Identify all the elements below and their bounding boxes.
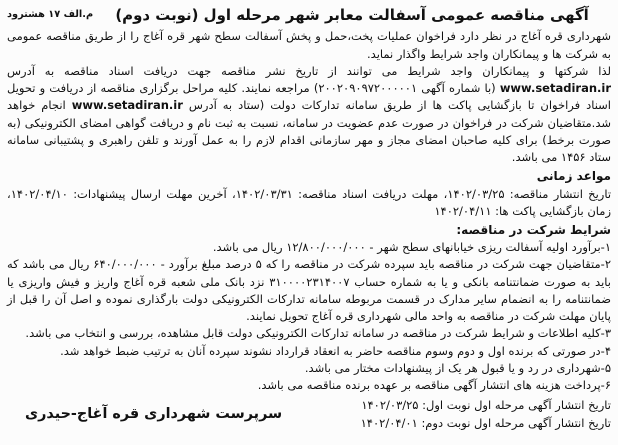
signature: سرپرست شهرداری قره آغاج-حیدری bbox=[25, 405, 283, 422]
publication-first bbox=[361, 397, 611, 414]
schedule-separator: ، bbox=[7, 186, 11, 201]
instructions-paragraph bbox=[7, 63, 611, 167]
condition-item-6 bbox=[7, 377, 611, 394]
schedule-separator: ، bbox=[231, 186, 236, 201]
setad-url-2: www.setadiran.ir bbox=[71, 98, 183, 113]
notice-footer bbox=[7, 397, 611, 432]
instructions-text-3: انجام خواهد شد.متقاضیان شرکت در فراخوان در صورت عدم عضویت در سامانه، نسبت به ثبت نام و دریافت گواهی امضای الکترونیکی (به صورت برخط) برای کلیه صاحبان امضای مجاز و مهر سازمانی اقدام لازم را به عمل آورند و تلفن راهبری و پشتیبانی سامانه ستاد ۱۴۵۶ می باشد. bbox=[7, 98, 611, 165]
schedule-date-opening: ۱۴۰۲/۰۴/۱۱ bbox=[434, 203, 492, 218]
notice-title: آگهی مناقصه عمومی آسفالت معابر شهر مرحله اول (نوبت دوم) bbox=[115, 6, 589, 24]
publication-second bbox=[361, 415, 611, 432]
publication-label: تاریخ انتشار آگهی مرحله اول نوبت اول: bbox=[422, 398, 611, 413]
condition-item-3 bbox=[7, 325, 611, 342]
condition-text: برآورد اولیه آسفالت ریزی خیابانهای سطح شهر - ۱۲/۸۰۰/۰۰۰/۰۰۰ ریال می باشد. bbox=[212, 240, 601, 255]
publication-dates bbox=[361, 397, 611, 432]
schedule-date-documents: ۱۴۰۲/۰۳/۳۱ bbox=[235, 186, 293, 201]
schedule-heading: مواعد زمانی bbox=[536, 169, 611, 184]
condition-item-4 bbox=[7, 343, 611, 360]
condition-number: ۶- bbox=[600, 378, 611, 393]
notice-reference: م.الف ۱۷ هشترود bbox=[7, 8, 94, 20]
instructions-text-2: (با شماره آگهی ۲۰۰۲۰۹۰۹۷۲۰۰۰۰۰۱) مراجعه نمایند. کلیه مراحل برگزاری مناقصه از دریافت و تحویل اسناد فراخوان تا بازگشایی پاکت ها از طریق سامانه تدارکات دولت (ستاد به آدرس bbox=[7, 81, 611, 113]
conditions-list bbox=[7, 239, 611, 394]
condition-number: ۳- bbox=[600, 326, 611, 341]
condition-number: ۲- bbox=[600, 257, 611, 272]
instructions-text-1: لذا شرکتها و پیمانکاران واجد شرایط می توانند از تاریخ نشر مناقصه جهت دریافت اسناد مناقصه به آدرس bbox=[7, 63, 611, 78]
schedule-label-publish: تاریخ انتشار مناقصه: bbox=[509, 186, 612, 201]
conditions-heading: شرایط شرکت در مناقصه: bbox=[456, 223, 611, 238]
schedule-date-publish: ۱۴۰۲/۰۳/۲۵ bbox=[447, 186, 505, 201]
condition-text: کلیه اطلاعات و شرایط شرکت در مناقصه در سامانه تدارکات الکترونیکی دولت قابل مشاهده، بررسی و انتخاب می باشد. bbox=[25, 326, 601, 341]
intro-paragraph: شهرداری قره آغاج در نظر دارد فراخوان عملیات پخت،حمل و پخش آسفالت سطح شهر قره آغاج را از طریق مناقصه عمومی به شرکت ها و پیمانکاران واجد شرایط واگذار نماید. bbox=[7, 29, 611, 61]
condition-item-5 bbox=[7, 360, 611, 377]
condition-number: ۵- bbox=[600, 360, 611, 375]
condition-item-1 bbox=[7, 239, 611, 256]
publication-date: ۱۴۰۲/۰۴/۰۱ bbox=[360, 415, 418, 430]
publication-date: ۱۴۰۲/۰۳/۲۵ bbox=[361, 398, 419, 413]
condition-number: ۴- bbox=[600, 343, 611, 358]
publication-label: تاریخ انتشار آگهی مرحله اول نوبت دوم: bbox=[421, 415, 611, 430]
condition-text: متقاضیان جهت شرکت در مناقصه باید سپرده شرکت در مناقصه را که ۵ درصد مبلغ برآورد - ۶۴۰/۰۰۰/۰۰۰ ریال می باشد که باید به صورت ضمانتنامه بانکی و یا به شماره حساب ۳۱۰۰۰۰۲۳۱۴۰۰۷ نزد بانک ملی شعبه قره آغاج واریز و فیش واریزی یا ضمانتنامه را به انضمام سایر مدارک در قسمت مربوطه سامانه تدارکات الکترونیکی دولت بارگذاری نموده و اصل آن را قبل از پایان مهلت شرکت در مناقصه به واحد مالی شهرداری قره آغاج تحویل نمایند. bbox=[7, 257, 611, 324]
condition-text: پرداخت هزینه های انتشار آگهی مناقصه بر عهده برنده مناقصه می باشد. bbox=[257, 378, 601, 393]
schedule-label-proposals: آخرین مهلت ارسال پیشنهادات: bbox=[73, 186, 227, 201]
condition-number: ۱- bbox=[600, 240, 611, 255]
notice-header bbox=[7, 4, 611, 26]
schedule-date-proposals: ۱۴۰۲/۰۴/۱۰ bbox=[10, 186, 68, 201]
schedule-label-documents: مهلت دریافت اسناد مناقصه: bbox=[298, 186, 439, 201]
schedule-paragraph bbox=[7, 186, 611, 221]
schedule-label-opening: زمان بازگشایی پاکت ها: bbox=[495, 203, 611, 218]
setad-url-1: www.setadiran.ir bbox=[499, 81, 611, 96]
schedule-separator: ، bbox=[443, 186, 448, 201]
condition-text: در صورتی که برنده اول و دوم وسوم مناقصه حاضر به انعقاد قرارداد نشوند سپرده آنان به ترتیب ضبط خواهد شد. bbox=[60, 343, 601, 358]
condition-item-2 bbox=[7, 256, 611, 325]
condition-text: شهرداری در رد و یا قبول هر یک از پیشنهادات مختار می باشد. bbox=[304, 360, 601, 375]
